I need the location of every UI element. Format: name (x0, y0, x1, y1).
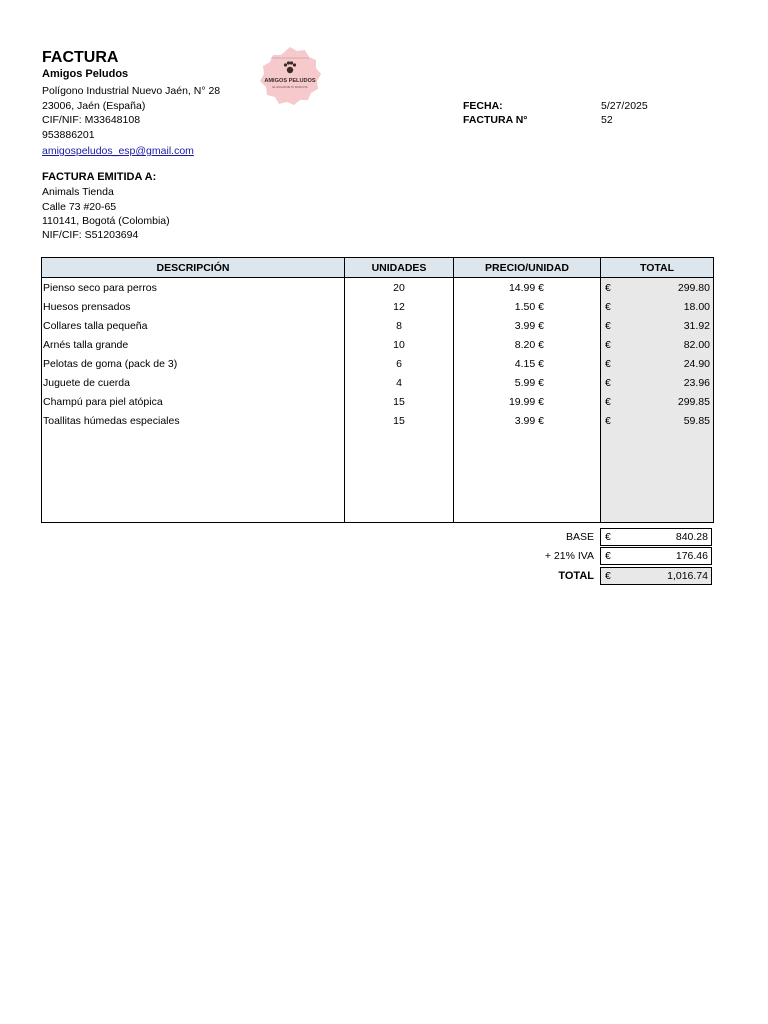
table-body (42, 278, 714, 523)
currency-symbol: € (605, 530, 611, 543)
table-row (42, 392, 714, 411)
item-units: 8 (345, 316, 454, 335)
item-unit-price: 19.99 € (454, 392, 601, 411)
item-unit-price: 14.99 € (454, 278, 601, 298)
item-description: Pelotas de goma (pack de 3) (42, 354, 345, 373)
summary-block (480, 527, 712, 586)
tax-value: 176.46 (675, 550, 708, 563)
base-value: 840.28 (675, 530, 708, 543)
table-row (42, 354, 714, 373)
item-total: 299.80 (677, 281, 710, 294)
item-units: 20 (345, 278, 454, 298)
header-total: TOTAL (601, 258, 714, 278)
table-row (42, 316, 714, 335)
item-total-cell (601, 316, 714, 335)
item-units: 12 (345, 297, 454, 316)
logo-text-sub: EL HOGAR DE TU MASCOTA (272, 86, 308, 89)
table-row (42, 335, 714, 354)
item-unit-price: 3.99 € (454, 411, 601, 430)
currency-symbol: € (605, 300, 611, 313)
item-unit-price: 5.99 € (454, 373, 601, 392)
currency-symbol: € (605, 281, 611, 294)
currency-symbol: € (605, 395, 611, 408)
header-unit-price: PRECIO/UNIDAD (454, 258, 601, 278)
issuer-address-line1: Polígono Industrial Nuevo Jaén, N° 28 (42, 85, 221, 97)
header-units: UNIDADES (345, 258, 454, 278)
table-row (42, 297, 714, 316)
item-total: 18.00 (683, 300, 710, 313)
bill-to-name: Animals Tienda (42, 186, 114, 198)
filler-cell (454, 430, 601, 523)
item-total-cell (601, 392, 714, 411)
item-description: Champú para piel atópica (42, 392, 345, 411)
item-units: 15 (345, 392, 454, 411)
item-units: 4 (345, 373, 454, 392)
item-total-cell (601, 297, 714, 316)
item-description: Juguete de cuerda (42, 373, 345, 392)
currency-symbol: € (605, 357, 611, 370)
tax-label: + 21% IVA (544, 550, 594, 563)
currency-symbol: € (605, 569, 611, 582)
item-total-cell (601, 278, 714, 298)
invoice-number-value: 52 (601, 114, 613, 126)
filler-cell (601, 430, 714, 523)
summary-base-row (480, 527, 712, 547)
item-total-cell (601, 373, 714, 392)
item-description: Pienso seco para perros (42, 278, 345, 298)
currency-symbol: € (605, 376, 611, 389)
currency-symbol: € (605, 338, 611, 351)
item-description: Collares talla pequeña (42, 316, 345, 335)
bill-to-tax-id: NIF/CIF: S51203694 (42, 229, 139, 241)
items-table (41, 257, 714, 523)
summary-total-row (480, 566, 712, 586)
date-value: 5/27/2025 (601, 100, 648, 112)
item-description: Huesos prensados (42, 297, 345, 316)
total-value: 1,016.74 (667, 569, 708, 582)
item-description: Toallitas húmedas especiales (42, 411, 345, 430)
item-units: 15 (345, 411, 454, 430)
total-label: TOTAL (558, 569, 594, 582)
item-units: 6 (345, 354, 454, 373)
currency-symbol: € (605, 319, 611, 332)
bill-to-address-line1: Calle 73 #20-65 (42, 201, 117, 213)
item-total: 31.92 (683, 319, 710, 332)
table-filler-row (42, 430, 714, 523)
company-logo (257, 45, 323, 107)
item-description: Arnés talla grande (42, 335, 345, 354)
item-unit-price: 8.20 € (454, 335, 601, 354)
base-label: BASE (565, 530, 594, 543)
bill-to-address-line2: 110141, Bogotá (Colombia) (42, 215, 170, 227)
item-total: 82.00 (683, 338, 710, 351)
logo-badge (260, 47, 321, 105)
item-total: 24.90 (683, 357, 710, 370)
issuer-tax-id: CIF/NIF: M33648108 (42, 114, 141, 126)
issuer-address-line2: 23006, Jaén (España) (42, 100, 146, 112)
header-description: DESCRIPCIÓN (42, 258, 345, 278)
item-unit-price: 1.50 € (454, 297, 601, 316)
filler-cell (345, 430, 454, 523)
item-units: 10 (345, 335, 454, 354)
summary-tax-row (480, 547, 712, 567)
item-total-cell (601, 354, 714, 373)
issuer-email-link[interactable]: amigospeludos_esp@gmail.com (42, 145, 194, 157)
table-row (42, 278, 714, 298)
issuer-name: Amigos Peludos (42, 68, 129, 80)
invoice-number-label: FACTURA N° (463, 114, 528, 126)
currency-symbol: € (605, 414, 611, 427)
item-total: 59.85 (683, 414, 710, 427)
bill-to-heading: FACTURA EMITIDA A: (42, 171, 157, 183)
issuer-phone: 953886201 (42, 129, 95, 141)
item-total: 23.96 (683, 376, 710, 389)
currency-symbol: € (605, 550, 611, 563)
date-label: FECHA: (463, 100, 503, 112)
table-row (42, 411, 714, 430)
item-unit-price: 4.15 € (454, 354, 601, 373)
table-row (42, 373, 714, 392)
item-total-cell (601, 411, 714, 430)
item-total-cell (601, 335, 714, 354)
invoice-title: FACTURA (42, 49, 119, 66)
table-header-row (42, 258, 714, 278)
item-total: 299.85 (677, 395, 710, 408)
logo-text-main: AMIGOS PELUDOS (264, 78, 316, 84)
filler-cell (42, 430, 345, 523)
item-unit-price: 3.99 € (454, 316, 601, 335)
